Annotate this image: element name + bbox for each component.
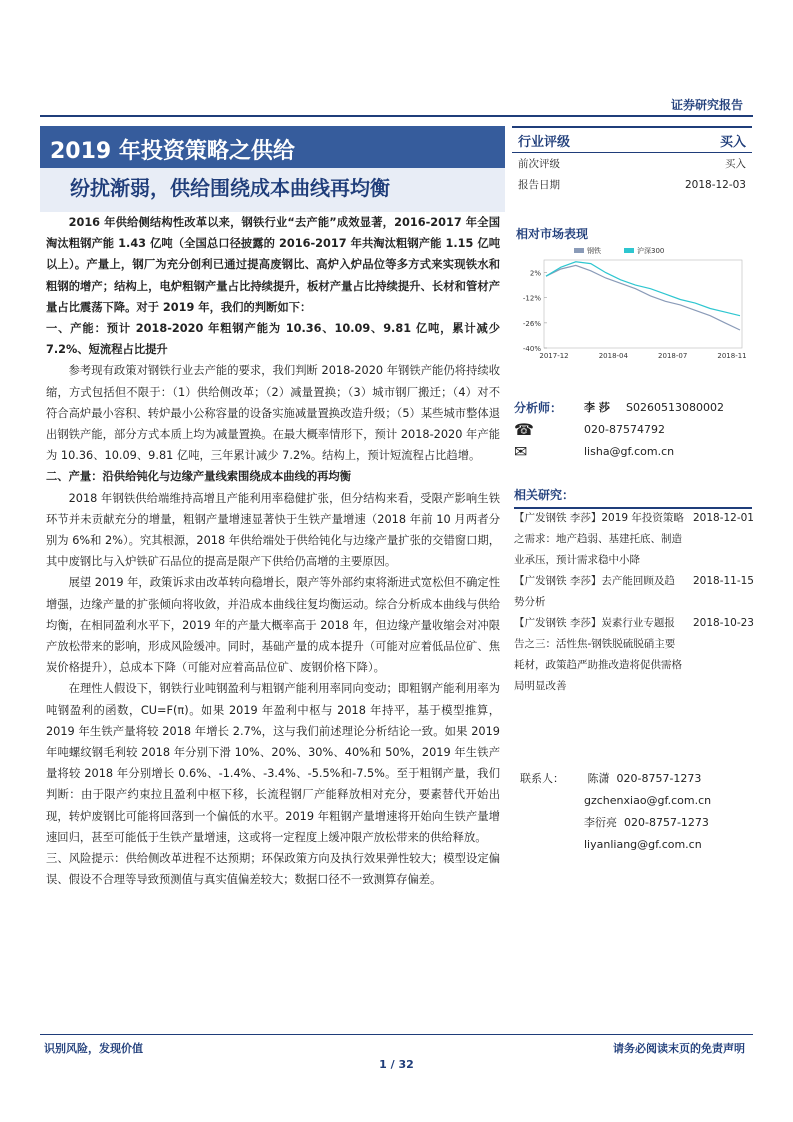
contact2-phone: 020-8757-1273 [624,816,709,829]
related-item[interactable] [514,571,754,613]
body-paragraph: 2018 年钢铁供给端维持高增且产能利用率稳健扩张，但分结构来看，受限产影响生铁环节并未贡献充分的增量，粗钢产量增速显著快于生铁产量增速（2018 年前 10 月两者分别为 6%和 2%）。究其根源，2018 年供给端处于供给钝化与边缘产量扩张的交错窗口期，其中废钢比与入炉铁矿石品位的提高是限产下供给仍高增的主要原因。 [46,491,500,569]
analyst-email[interactable]: lisha@gf.com.cn [584,444,675,458]
y-tick-label: 2% [529,269,541,278]
body-paragraph: 在理性人假设下，钢铁行业吨钢盈利与粗钢产能利用率同向变动；即粗钢产能利用率为吨钢盈利的函数，CU=F(π)。如果 2019 年盈利中枢与 2018 年持平，基于模型推算，2019 年生铁产量将较 2018 年增长 2.7%，这与我们前述理论分析结论一致。如果 2019 年吨螺纹钢毛利较 2018 年分别下滑 10%、20%、30%、40%和 50%，2019 年生铁产量将较 2018 年分别增长 0.6%、-1.4%、-3.4%、-5.5%和-7.5%。至于粗钢产量，我们判断：由于限产约束拉且盈利中枢下移，长流程钢厂产能释放相对充分，要素替代开始出现，转炉废钢比可能将回落到一个偏低的水平。2019 年粗钢产量增速将开始向生铁产量增速回归，甚至可能低于生铁产量增速，这或将一定程度上缓冲限产放松带来的供给释放。 [46,682,500,844]
legend-label: 沪深300 [637,247,665,255]
header-divider [40,115,753,117]
y-tick-label: -26% [522,319,541,328]
body-paragraph: 二、产量：沿供给钝化与边缘产量线索围绕成本曲线的再均衡 [46,470,352,484]
phone-icon: ☎ [514,419,534,439]
prev-rating-row [512,153,752,174]
related-item-text: 【广发钢铁 李莎】炭素行业专题报告之三：活性焦-钢铁脱硫脱硝主要耗材，政策趋严助推改造将促供需格局明显改善 [514,617,682,692]
x-tick-label: 2018-07 [658,352,688,360]
body-paragraph: 2016 年供给侧结构性改革以来，钢铁行业“去产能”成效显著，2016-2017 年全国淘汰粗钢产能 1.43 亿吨（全国总口径披露的 2016-2017 年共淘汰粗钢产能 1.15 亿吨以上）。产量上，钢厂为充分创利已通过提高废钢比、高炉入炉品位等多方式来实现铁水和粗钢的增产；结构上，电炉粗钢产量占比持续提升，板材产量占比持续提升、长材和管材产量占比震荡下降。对于 2019 年，我们的判断如下： [46,216,500,314]
page-number: 1 / 32 [379,1058,414,1071]
prev-rating-value: 买入 [725,158,746,170]
rating-title: 行业评级 [518,134,571,150]
report-date-label: 报告日期 [518,179,560,191]
title-banner [40,126,505,168]
body-paragraph: 一、产能：预计 2018-2020 年粗钢产能为 10.36、10.09、9.81 亿吨，累计减少 7.2%、短流程占比提升 [46,322,500,357]
x-tick-label: 2017-12 [539,352,569,360]
report-date-value: 2018-12-03 [684,178,746,191]
related-item-text: 【广发钢铁 李莎】2019 年投资策略之需求：地产趋弱、基建托底、制造业承压，预计需求稳中小降 [514,512,684,566]
email-icon: ✉ [514,441,528,461]
related-item-date: 2018-10-23 [692,617,754,629]
legend-swatch [574,248,584,253]
y-tick-label: -40% [522,345,541,353]
rating-value: 买入 [719,134,746,150]
contact1-email[interactable]: gzchenxiao@gf.com.cn [584,794,712,807]
analyst-label: 分析师： [514,400,563,415]
series-line [546,265,740,330]
rating-header [512,126,752,153]
contacts-label: 联系人： [520,772,564,785]
contacts-block [520,768,711,856]
contact1-phone: 020-8757-1273 [616,772,702,785]
related-title: 相关研究： [514,488,575,502]
market-title: 相对市场表现 [516,227,589,241]
legend-label: 钢铁 [587,247,601,255]
x-tick-label: 2018-11 [717,352,747,360]
analyst-phone: 020-87574792 [584,422,665,436]
related-item-date: 2018-11-15 [692,575,754,587]
y-tick-label: -12% [522,294,541,303]
relative-performance-chart [512,240,752,365]
page-title: 2019 年投资策略之供给 [50,139,295,164]
rating-panel [512,126,752,242]
related-research-header [514,484,752,509]
footer-divider [40,1034,753,1035]
series-line [546,262,740,316]
related-item-date: 2018-12-01 [692,512,754,524]
related-item[interactable] [514,613,754,697]
footer-disclaimer: 请务必阅读末页的免责声明 [613,1042,745,1055]
contact2-name: 李衍亮 [584,816,617,829]
analyst-cert: S0260513080002 [626,400,724,414]
x-tick-label: 2018-04 [598,352,628,360]
page-subtitle: 纷扰渐弱，供给围绕成本曲线再均衡 [70,176,390,200]
body-paragraph: 参考现有政策对钢铁行业去产能的要求，我们判断 2018-2020 年钢铁产能仍将持续收缩，方式包括但不限于：（1）供给侧改革；（2）减量置换；（3）城市钢厂搬迁；（4）对不符合高炉最小容积、转炉最小公称容量的设备实施减量置换改造升级；（5）某些城市整体退出钢铁产能，部分方式本质上均为减量置换。在最大概率情形下，预计 2018-2020 年产能为 10.36、10.09、9.81 亿吨，三年累计减少 7.2%。结构上，预计短流程占比趋增。 [46,364,500,463]
report-body [46,212,500,891]
body-paragraph: 三、风险提示：供给侧改革进程不达预期；环保政策方向及执行效果弹性较大；模型设定偏误、假设不合理等导致预测值与真实值偏差较大；数据口径不一致测算存偏差。 [46,852,500,887]
footer-slogan: 识别风险，发现价值 [44,1042,143,1055]
report-date-row [512,174,752,195]
legend-swatch [624,248,634,253]
related-item[interactable] [514,508,754,571]
contact2-email[interactable]: liyanliang@gf.com.cn [584,838,702,851]
plot-frame [544,260,742,348]
body-paragraph: 展望 2019 年，政策诉求由改革转向稳增长，限产等外部约束将渐进式宽松但不确定性增强，边缘产量的扩张倾向将收敛，并沿成本曲线往复均衡运动。综合分析成本曲线与供给均衡，在相同盈利水平下，2019 年的产量大概率高于 2018 年，但边缘产量收缩会对冲限产放松带来的影响，形成风险缓冲。同时，基础产量的成本提升（可能对应着低品位矿、焦炭价格提升），总成本下降（可能对应着高品位矿、废钢价格下降）。 [46,576,500,675]
related-research-list [514,508,754,697]
related-item-text: 【广发钢铁 李莎】去产能回顾及趋势分析 [514,575,675,608]
prev-rating-label: 前次评级 [518,158,560,170]
contact1-name: 陈潇 [587,772,610,785]
analyst-block [514,396,754,462]
analyst-name: 李 莎 [584,401,610,414]
report-type-label: 证券研究报告 [670,98,743,112]
